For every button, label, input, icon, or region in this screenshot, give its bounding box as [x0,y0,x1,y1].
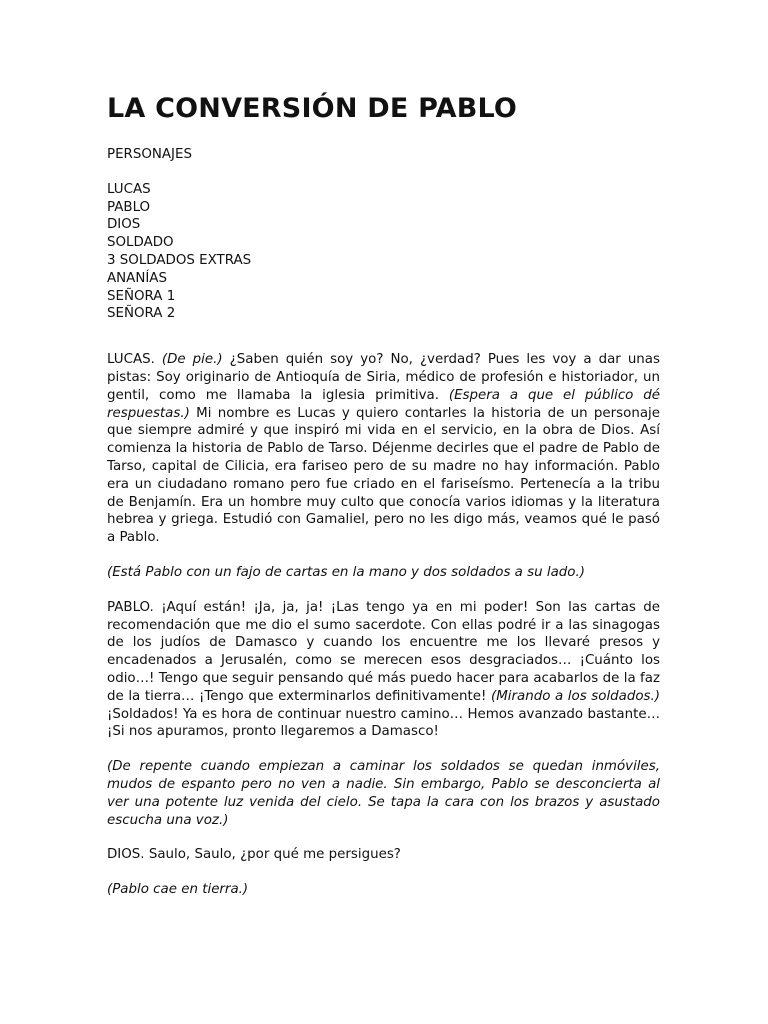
paragraph-direction [107,881,660,899]
stage-direction: (Pablo cae en tierra.) [107,882,249,898]
dialogue-text: Mi nombre es Lucas y quiero contarles la historia de un personaje que siempre admiré y que inspiró mi vida en el servicio, en la obra de Dios. Así comienza la historia de Pablo de Tarso. Déjenme decirles que el padre de Pablo de Tarso, capital de Cilicia, era fariseo pero de su madre no hay información. Pablo era un ciudadano romano pero fue criado en el fariseísmo. Pertenecía a la tribu de Benjamín. Era un hombre muy culto que conocía varios idiomas y la literatura hebrea y griega. Estudió con Gamaliel, pero no les digo más, veamos qué le pasó a Pablo. [107,405,660,546]
document-page [107,93,660,899]
paragraph-direction [107,758,660,829]
personajes-heading: PERSONAJES [107,147,192,162]
cast-item-soldado: SOLDADO [107,235,174,251]
dialogue-text: ¿Saben quién soy yo? No, ¿verdad? Pues les voy a dar unas pistas: Soy originario de Antioquía de Siria, médico de profesión e historiador, un gentil, como me llamaba la iglesia primitiva. [107,352,660,403]
stage-direction: (Mirando a los soldados.) [491,688,661,704]
cast-item-ananias: ANANÍAS [107,270,167,286]
cast-item-lucas: LUCAS [107,181,151,197]
cast-item-pablo: PABLO [107,199,151,215]
stage-direction: (Espera a que el público dé respuestas.) [107,387,660,421]
cast-item-dios: DIOS [107,217,141,233]
cast-item-senora-2: SEÑORA 2 [107,306,176,322]
speaker-pablo: PABLO. [107,599,154,615]
stage-direction: (De repente cuando empiezan a caminar los soldados se quedan inmóviles, mudos de espanto pero no ven a nadie. Sin embargo, Pablo se desconcierta al ver una potente luz venida del cielo. Se tapa la cara con los brazos y asustado escucha una voz.) [107,759,660,828]
speaker-lucas: LUCAS. [107,352,155,368]
dialogue-text: Saulo, Saulo, ¿por qué me persigues? [148,847,401,863]
cast-item-senora-1: SEÑORA 1 [107,288,176,304]
paragraph-dios [107,846,660,864]
dialogue-text: ¡Aquí están! ¡Ja, ja, ja! ¡Las tengo ya en mi poder! Son las cartas de recomendación que me dio el sumo sacerdote. Con ellas podré ir a las sinagogas de los judíos de Damasco y cuando los encuentre me los llevaré presos y encadenados a Jerusalén, como se merecen esos desgraciados… ¡Cuánto los odio…! Tengo que seguir pensando qué más puedo hacer para acabarlos de la faz de la tierra… ¡Tengo que exterminarlos definitivamente! [107,599,660,704]
paragraph-lucas [107,351,660,547]
cast-list [107,181,660,323]
stage-direction: (De pie.) [161,352,223,368]
stage-direction: (Está Pablo con un fajo de cartas en la mano y dos soldados a su lado.) [107,564,585,580]
paragraph-direction [107,564,660,582]
document-title: LA CONVERSIÓN DE PABLO [107,93,518,124]
speaker-dios: DIOS. [107,847,145,863]
dialogue-text: ¡Soldados! Ya es hora de continuar nuestro camino… Hemos avanzado bastante… ¡Si nos apuramos, pronto llegaremos a Damasco! [107,706,660,740]
paragraph-pablo [107,599,660,741]
cast-item-soldados-extras: 3 SOLDADOS EXTRAS [107,252,252,268]
